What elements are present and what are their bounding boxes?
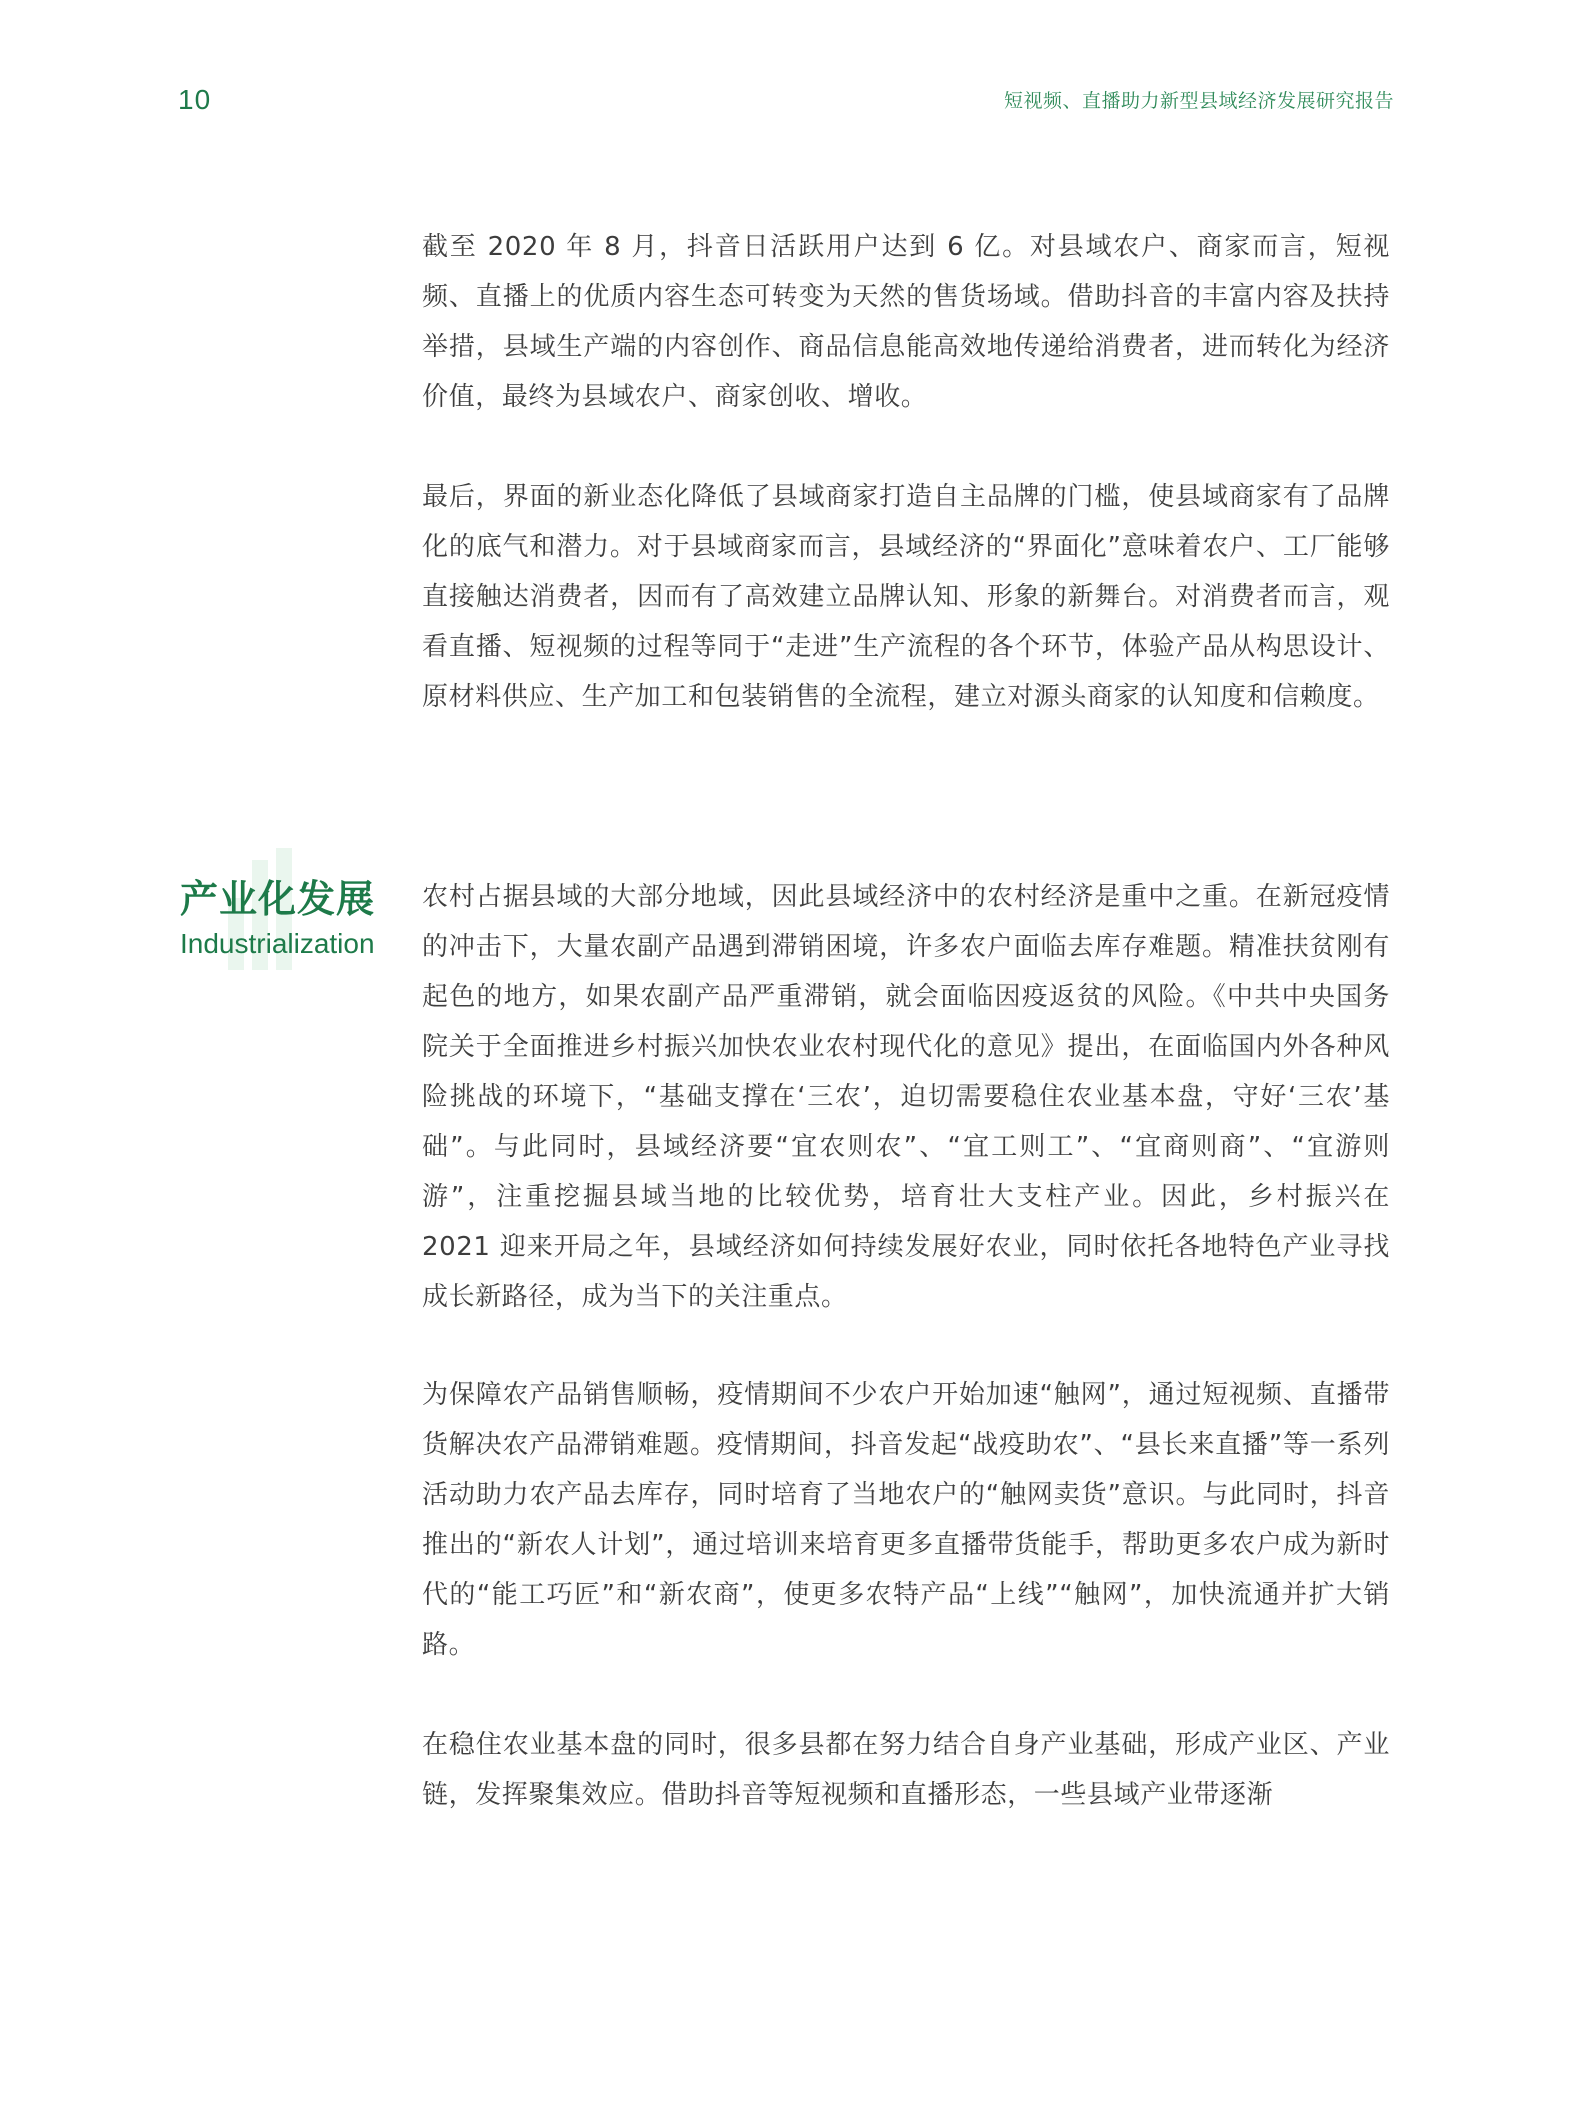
body-paragraph: 最后，界面的新业态化降低了县域商家打造自主品牌的门槛，使县域商家有了品牌化的底气和潜力。对于县域商家而言，县域经济的“界面化”意味着农户、工厂能够直接触达消费者，因而有了高效建立品牌认知、形象的新舞台。对消费者而言，观看直播、短视频的过程等同于“走进”生产流程的各个环节，体验产品从构思设计、原材料供应、生产加工和包装销售的全流程，建立对源头商家的认知度和信赖度。: [422, 482, 1390, 712]
body-paragraph: 农村占据县域的大部分地域，因此县域经济中的农村经济是重中之重。在新冠疫情的冲击下，大量农副产品遇到滞销困境，许多农户面临去库存难题。精准扶贫刚有起色的地方，如果农副产品严重滞销，就会面临因疫返贫的风险。《中共中央国务院关于全面推进乡村振兴加快农业农村现代化的意见》提出，在面临国内外各种风险挑战的环境下，“基础支撑在‘三农’，迫切需要稳住农业基本盘，守好‘三农’基础”。与此同时，县域经济要“宜农则农”、“宜工则工”、“宜商则商”、“宜游则游”，注重挖掘县域当地的比较优势，培育壮大支柱产业。因此，乡村振兴在 2021 迎来开局之年，县域经济如何持续发展好农业，同时依托各地特色产业寻找成长新路径，成为当下的关注重点。: [422, 882, 1390, 1312]
running-header: 短视频、直播助力新型县域经济发展研究报告: [1003, 90, 1394, 112]
section-title: 产业化发展: [180, 877, 376, 921]
body-paragraph: 为保障农产品销售顺畅，疫情期间不少农户开始加速“触网”，通过短视频、直播带货解决农产品滞销难题。疫情期间，抖音发起“战疫助农”、“县长来直播”等一系列活动助力农产品去库存，同时培育了当地农户的“触网卖货”意识。与此同时，抖音推出的“新农人计划”，通过培训来培育更多直播带货能手，帮助更多农户成为新时代的“能工巧匠”和“新农商”，使更多农特产品“上线”“触网”，加快流通并扩大销路。: [422, 1380, 1390, 1660]
section-heading: [180, 876, 410, 962]
body-paragraph: 截至 2020 年 8 月，抖音日活跃用户达到 6 亿。对县域农户、商家而言，短视频、直播上的优质内容生态可转变为天然的售货场域。借助抖音的丰富内容及扶持举措，县域生产端的内容创作、商品信息能高效地传递给消费者，进而转化为经济价值，最终为县域农户、商家创收、增收。: [422, 232, 1390, 412]
body-paragraph: 在稳住农业基本盘的同时，很多县都在努力结合自身产业基础，形成产业区、产业链，发挥聚集效应。借助抖音等短视频和直播形态，一些县域产业带逐渐: [422, 1730, 1390, 1810]
page-number: 10: [178, 84, 212, 115]
section-subtitle: Industrialization: [180, 928, 375, 959]
